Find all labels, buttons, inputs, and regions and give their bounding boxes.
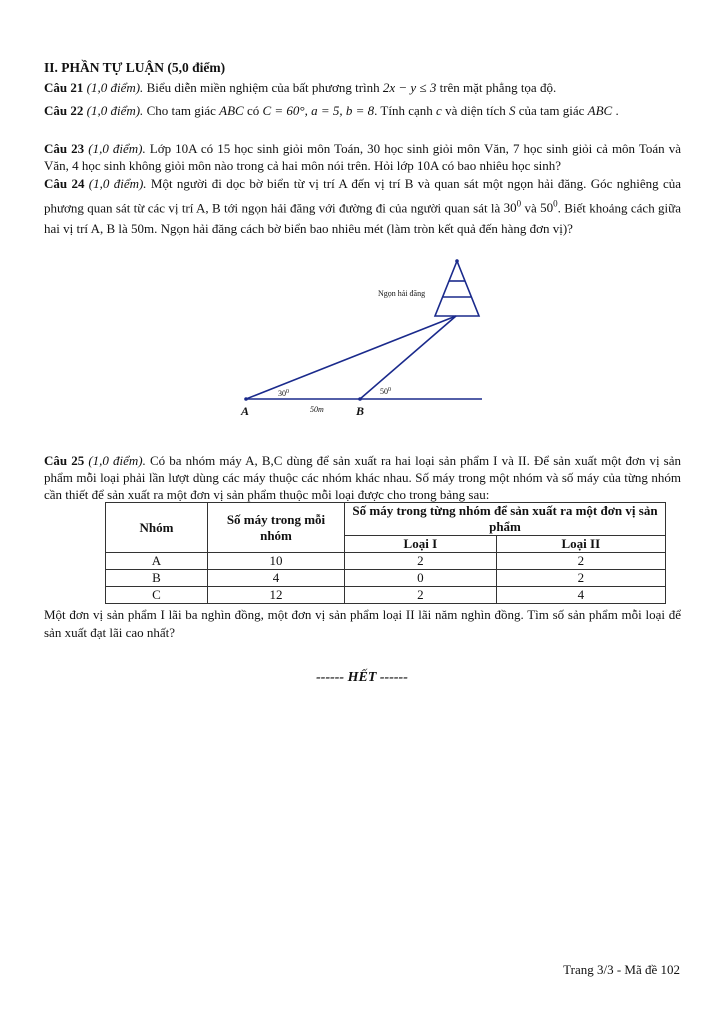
- question-23: [44, 140, 681, 174]
- question-text: Có ba nhóm máy A, B,C dùng để sản xuất ra hai loại sản phẩm I và II. Để sản xuất một đơn vị sản phẩm mỗi loại phải lần lượt dùng các máy thuộc các nhóm khác nhau. Số máy trong một nhóm và số máy của từng nhóm cần thiết để sản xuất ra một đơn vị sản phẩm thuộc mỗi loại được cho trong bảng sau:: [44, 453, 682, 502]
- question-text: . Tính cạnh: [374, 103, 437, 118]
- table-cell: A: [106, 553, 208, 570]
- figure-lines: [246, 261, 482, 399]
- question-24: [44, 173, 681, 239]
- angle-value: $30^0$: [503, 199, 522, 216]
- question-text: của tam giác: [515, 103, 588, 118]
- question-points: (1,0 điểm).: [86, 103, 144, 118]
- question-text: . Biết khoảng cách giữa hai vị trí A, B là 50m. Ngọn hải đăng cách bờ biển bao nhiêu mét (làm tròn kết quả đến hàng đơn vị)?: [44, 200, 681, 237]
- table-header-group: Nhóm: [106, 503, 208, 553]
- question-text: Lớp 10A có 15 học sinh giỏi môn Toán, 30 học sinh giỏi môn Văn, 7 học sinh giỏi cả môn Toán và Văn, 4 học sinh không giỏi môn nào trong cả hai môn nói trên. Hỏi lớp 10A có bao nhiêu học sinh?: [44, 141, 682, 173]
- table-header-type1: Loại I: [345, 536, 497, 553]
- point-a-marker: [244, 397, 248, 401]
- angle-b-label: $50^0$: [380, 387, 391, 396]
- math-expression: ABC: [587, 103, 613, 118]
- table-cell: 2: [496, 553, 665, 570]
- point-b-label: B: [356, 404, 365, 418]
- lighthouse-label: Ngọn hải đăng: [378, 289, 426, 298]
- question-25: [44, 452, 681, 503]
- table-row: [106, 553, 666, 570]
- question-points: (1,0 điểm).: [86, 80, 144, 95]
- table-cell: B: [106, 570, 208, 587]
- point-a-label: A: [241, 404, 250, 418]
- table-cell: 4: [496, 587, 665, 604]
- table-cell: 10: [208, 553, 345, 570]
- question-text: Biểu diễn miền nghiệm của bất phương trình: [143, 80, 383, 95]
- machines-table: [105, 502, 666, 604]
- table-cell: 12: [208, 587, 345, 604]
- point-b-marker: [358, 397, 362, 401]
- math-expression: S: [508, 103, 516, 118]
- page-footer: Trang 3/3 - Mã đề 102: [563, 962, 680, 977]
- sight-line-a: [246, 316, 456, 399]
- table-header-needed: Số máy trong từng nhóm để sản xuất ra một đơn vị sản phẩm: [345, 503, 666, 536]
- distance-label: 50m: [310, 405, 324, 414]
- question-points: (1,0 điểm).: [88, 453, 146, 468]
- table-row: [106, 570, 666, 587]
- lighthouse-top-point: [455, 259, 459, 263]
- question-label: Câu 23: [44, 141, 85, 156]
- question-text: trên mặt phẳng tọa độ.: [436, 80, 557, 95]
- table-row: [106, 587, 666, 604]
- question-text: .: [612, 103, 619, 118]
- math-expression: 2x − y ≤ 3: [382, 80, 437, 95]
- sight-line-b: [360, 316, 456, 399]
- table-cell: 0: [345, 570, 497, 587]
- end-marker: ------ HẾT ------: [316, 670, 408, 685]
- question-text: Cho tam giác: [143, 103, 220, 118]
- question-label: Câu 22: [44, 103, 84, 118]
- lighthouse-figure: [230, 255, 490, 425]
- table-cell: 2: [345, 553, 497, 570]
- question-21: [44, 78, 681, 97]
- table-header-type2: Loại II: [496, 536, 665, 553]
- table-cell: 4: [208, 570, 345, 587]
- question-text: và: [521, 200, 541, 216]
- question-25-continuation: Một đơn vị sản phẩm I lãi ba nghìn đồng, một đơn vị sản phẩm loại II lãi năm nghìn đồng. Tìm số sản phẩm mỗi loại để sản xuất đạt lãi cao nhất?: [44, 607, 681, 640]
- question-points: (1,0 điểm).: [88, 176, 147, 191]
- lighthouse-shape: [435, 261, 479, 316]
- table-cell: C: [106, 587, 208, 604]
- question-label: Câu 24: [44, 176, 85, 191]
- section-title: II. PHẦN TỰ LUẬN (5,0 điểm): [44, 60, 226, 75]
- table-cell: 2: [345, 587, 497, 604]
- angle-value: $50^0$: [540, 199, 558, 216]
- question-22: [44, 101, 681, 121]
- math-expression: ABC: [219, 103, 244, 118]
- math-expression: C = 60°, a = 5, b = 8: [262, 103, 375, 118]
- question-label: Câu 25: [44, 453, 85, 468]
- question-label: Câu 21: [44, 80, 84, 95]
- table-cell: 2: [496, 570, 665, 587]
- question-text: và diện tích: [441, 103, 509, 118]
- question-text: Một người đi dọc bờ biển từ vị trí A đến vị trí B và quan sát một ngọn hải đăng. Góc nghiêng của phương quan sát từ các vị trí A, B tới ngọn hải đăng với đường đi của người quan sát là: [44, 176, 681, 216]
- question-points: (1,0 điểm).: [88, 141, 146, 156]
- angle-a-label: $30^0$: [278, 389, 289, 398]
- table-header-machines: Số máy trong mỗi nhóm: [208, 503, 345, 553]
- math-expression: c: [436, 103, 442, 118]
- question-text: có: [243, 103, 263, 118]
